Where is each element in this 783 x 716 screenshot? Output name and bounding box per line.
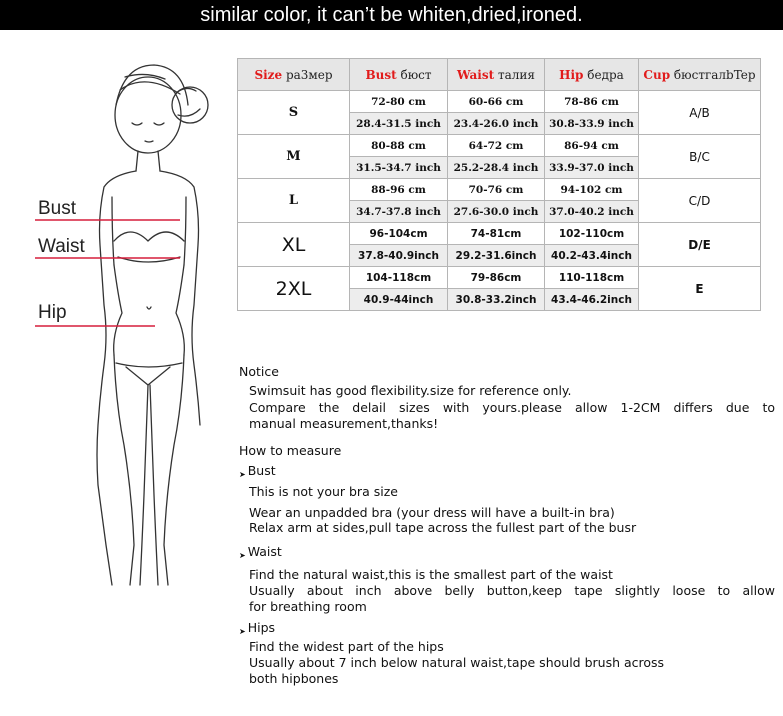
hip-inch: 43.4-46.2inch: [545, 289, 639, 311]
bust-line-text: This is not your bra size: [249, 484, 398, 499]
how-to-title: How to measure: [239, 443, 342, 458]
waist-inch: 23.4-26.0 inch: [448, 113, 545, 135]
bust-inch: 37.8-40.9inch: [350, 245, 448, 267]
arrow-icon: ➤: [239, 551, 246, 560]
bust-label: Bust: [38, 198, 77, 219]
bust-inch: 40.9-44inch: [350, 289, 448, 311]
waist-line-text: for breathing room: [249, 599, 367, 614]
hip-inch: 30.8-33.9 inch: [545, 113, 639, 135]
size-cell: M: [238, 135, 350, 179]
waist-cm: 60-66 cm: [448, 91, 545, 113]
waist-cm: 64-72 cm: [448, 135, 545, 157]
arrow-icon: ➤: [239, 627, 246, 636]
hip-inch: 33.9-37.0 inch: [545, 157, 639, 179]
hip-inch: 40.2-43.4inch: [545, 245, 639, 267]
waist-cm: 70-76 cm: [448, 179, 545, 201]
header-hip: Hip бедра: [545, 59, 639, 91]
waist-inch: 25.2-28.4 inch: [448, 157, 545, 179]
arrow-icon: ➤: [239, 470, 246, 479]
bust-inch: 34.7-37.8 inch: [350, 201, 448, 223]
table-row: [238, 223, 761, 245]
hips-heading: ➤ Hips: [239, 620, 276, 636]
size-cell: 2XL: [238, 267, 350, 311]
waist-label: Waist: [38, 236, 85, 257]
bust-cm: 72-80 cm: [350, 91, 448, 113]
notice-line: Swimsuit has good flexibility.size for reference only.: [249, 383, 572, 398]
waist-line-text: Find the natural waist,this is the smallest part of the waist: [249, 567, 613, 582]
hip-cm: 110-118cm: [545, 267, 639, 289]
table-row: [238, 267, 761, 289]
cup-cell: D/E: [639, 223, 761, 267]
waist-inch: 29.2-31.6inch: [448, 245, 545, 267]
hip-label: Hip: [38, 302, 67, 323]
table-row: [238, 135, 761, 157]
body-figure: [0, 45, 230, 590]
waist-inch: 30.8-33.2inch: [448, 289, 545, 311]
table-header-row: [238, 59, 761, 91]
hip-inch: 37.0-40.2 inch: [545, 201, 639, 223]
size-cell: S: [238, 91, 350, 135]
waist-line-text: Usually about inch above belly button,keep tape slightly loose to allow: [249, 583, 775, 598]
table-row: [238, 91, 761, 113]
hips-line-text: Find the widest part of the hips: [249, 639, 444, 654]
measurement-lines: [0, 45, 230, 590]
bust-inch: 28.4-31.5 inch: [350, 113, 448, 135]
size-cell: L: [238, 179, 350, 223]
cup-cell: B/C: [639, 135, 761, 179]
size-cell: XL: [238, 223, 350, 267]
cup-cell: C/D: [639, 179, 761, 223]
waist-cm: 74-81cm: [448, 223, 545, 245]
hip-cm: 86-94 cm: [545, 135, 639, 157]
header-size: Size pa3мep: [238, 59, 350, 91]
cup-cell: A/B: [639, 91, 761, 135]
banner-text: similar color, it can’t be whiten,dried,ironed.: [200, 4, 583, 26]
bust-cm: 80-88 cm: [350, 135, 448, 157]
bust-line-text: Relax arm at sides,pull tape across the fullest part of the busr: [249, 520, 637, 535]
bust-cm: 88-96 cm: [350, 179, 448, 201]
bust-line-text: Wear an unpadded bra (your dress will have a built-in bra): [249, 505, 615, 520]
waist-inch: 27.6-30.0 inch: [448, 201, 545, 223]
cup-cell: E: [639, 267, 761, 311]
waist-heading: ➤ Waist: [239, 544, 282, 560]
notice-line: manual measurement,thanks!: [249, 416, 439, 431]
banner: [0, 0, 783, 30]
bust-heading: ➤ Bust: [239, 463, 276, 479]
waist-cm: 79-86cm: [448, 267, 545, 289]
table-row: [238, 179, 761, 201]
header-bust: Bust бюст: [350, 59, 448, 91]
bust-inch: 31.5-34.7 inch: [350, 157, 448, 179]
bust-cm: 104-118cm: [350, 267, 448, 289]
notice-title: Notice: [239, 364, 279, 379]
header-cup: Cup бюстгалbTep: [639, 59, 761, 91]
hips-line-text: Usually about 7 inch below natural waist,tape should brush across: [249, 655, 665, 670]
hip-cm: 78-86 cm: [545, 91, 639, 113]
hip-cm: 102-110cm: [545, 223, 639, 245]
notice-line: Compare the delail sizes with yours.please allow 1-2CM differs due to: [249, 400, 775, 415]
hip-cm: 94-102 cm: [545, 179, 639, 201]
header-waist: Waist талия: [448, 59, 545, 91]
hips-line-text: both hipbones: [249, 671, 339, 686]
size-chart-table: [237, 58, 761, 311]
bust-cm: 96-104cm: [350, 223, 448, 245]
